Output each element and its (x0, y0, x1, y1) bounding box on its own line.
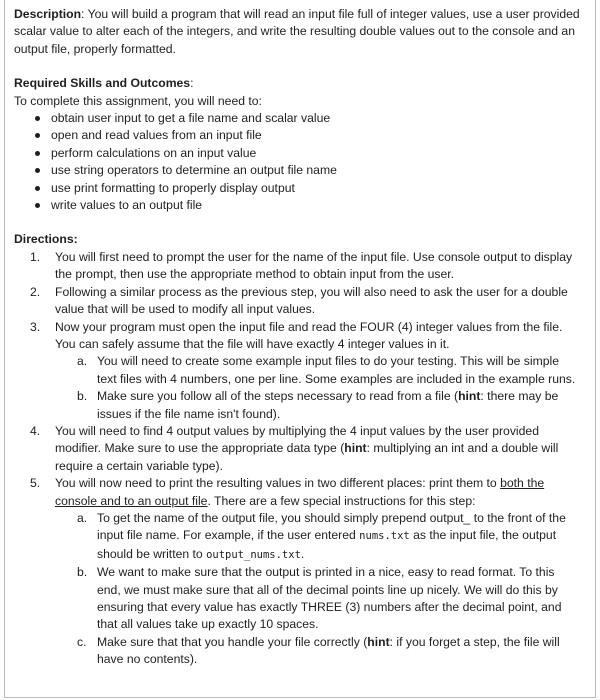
step-number: 1. (30, 249, 41, 264)
skill-item: write values to an output file (33, 197, 581, 214)
substep-3a (55, 353, 581, 388)
description-paragraph (14, 6, 581, 58)
substep-letter: b. (77, 565, 88, 580)
step-5-substeps (55, 510, 581, 669)
skills-list (14, 110, 581, 214)
inline-code: output_nums.txt (206, 548, 301, 561)
substep-letter: b. (77, 389, 88, 404)
inline-code: nums.txt (359, 530, 410, 543)
skill-item: use print formatting to properly display output (33, 180, 581, 197)
direction-step-3 (14, 319, 581, 423)
step-text: Following a similar process as the previous step, you will also need to ask the user for a double value that will be used to modify all input values. (55, 284, 568, 317)
substep-text: You will need to create some example input files to do your testing. This will be simple text files with 4 numbers, one per line. Some examples are included in the example runs. (97, 354, 576, 386)
step-number: 2. (30, 284, 41, 299)
substep-letter: a. (77, 354, 88, 369)
skills-intro: To complete this assignment, you will need to: (14, 93, 262, 108)
substep-5b (55, 564, 581, 634)
skill-item: open and read values from an input file (33, 127, 581, 144)
skill-item: use string operators to determine an output file name (33, 162, 581, 179)
substep-3b: b. Make sure you follow all of the steps necessary to read from a file (hint: there may be issues if the file name isn't found). (77, 389, 559, 421)
hint-label: hint (458, 389, 481, 404)
step-text: You will first need to prompt the user for the name of the input file. Use console output to display the prompt, then use the appropriate method to obtain input from the user. (55, 249, 573, 282)
skills-heading: Required Skills and Outcomes: (14, 76, 194, 91)
substep-letter: a. (77, 510, 88, 525)
step-number: 3. (30, 319, 41, 334)
assignment-document (4, 0, 596, 698)
description-text: : You will build a program that will read an input file full of integer values, use a user provided scalar value to alter each of the integers, and write the resulting double values out to the console and an output file, properly formatted. (14, 7, 580, 56)
hint-label: hint (344, 441, 367, 456)
substep-letter: c. (77, 634, 87, 649)
direction-step-1 (14, 249, 581, 284)
directions-list (14, 249, 581, 669)
substep-text: We want to make sure that the output is printed in a nice, easy to read format. To this end, we must make sure that all of the decimal points line up nicely. We will do this by ensuring that every value has exactly THREE (3) numbers after the decimal point, and that all values take up exactly 10 spaces. (97, 565, 562, 632)
direction-step-5: 5. You will now need to print the resulting values in two different places: print them to both the console and to an output file. There are a few special instructions for this step: a. To get the name of the output file, you should simply prepend output_ to the front of the input file name. For example, if the user entered nums.txt as the input file, the output should be written to output_nums.txt. b. We want to make sure that the output is printed in a nice, easy to read format. To this end, we must make sure that all of the decimal points line up nicely. We will do this by ensuring that every value has exactly THREE (3) numbers after the decimal point, and that all values take up exactly 10 spaces. c. Make sure that that you handle your file correctly (hint: if you forget a step, the file will have no contents). (14, 475, 581, 668)
step-3-substeps (55, 353, 581, 423)
directions-heading: Directions: (14, 232, 78, 247)
skill-item: perform calculations on an input value (33, 145, 581, 162)
direction-step-4: 4. You will need to find 4 output values by multiplying the 4 input values by the user provided modifier. Make sure to use the appropriate data type (hint: multiplying an int and a double will require a certain variable type). (30, 423, 559, 473)
substep-5c: c. Make sure that that you handle your file correctly (hint: if you forget a step, the file will have no contents). (77, 634, 560, 667)
hint-label: hint (367, 634, 390, 649)
skill-item: obtain user input to get a file name and scalar value (33, 110, 581, 127)
step-text: Now your program must open the input file and read the FOUR (4) integer values from the file. You can safely assume that the file will have exactly 4 integer values in it. (55, 319, 563, 351)
underlined-text: both the console and to an output file (55, 476, 545, 508)
direction-step-2 (14, 284, 581, 319)
description-label: Description (14, 7, 82, 21)
step-number: 4. (30, 423, 41, 438)
step-number: 5. (30, 476, 41, 491)
substep-5a: a. To get the name of the output file, you should simply prepend output_ to the front of the input file name. For example, if the user entered nums.txt as the input file, the output should be written to output_nums.txt. (77, 510, 566, 561)
